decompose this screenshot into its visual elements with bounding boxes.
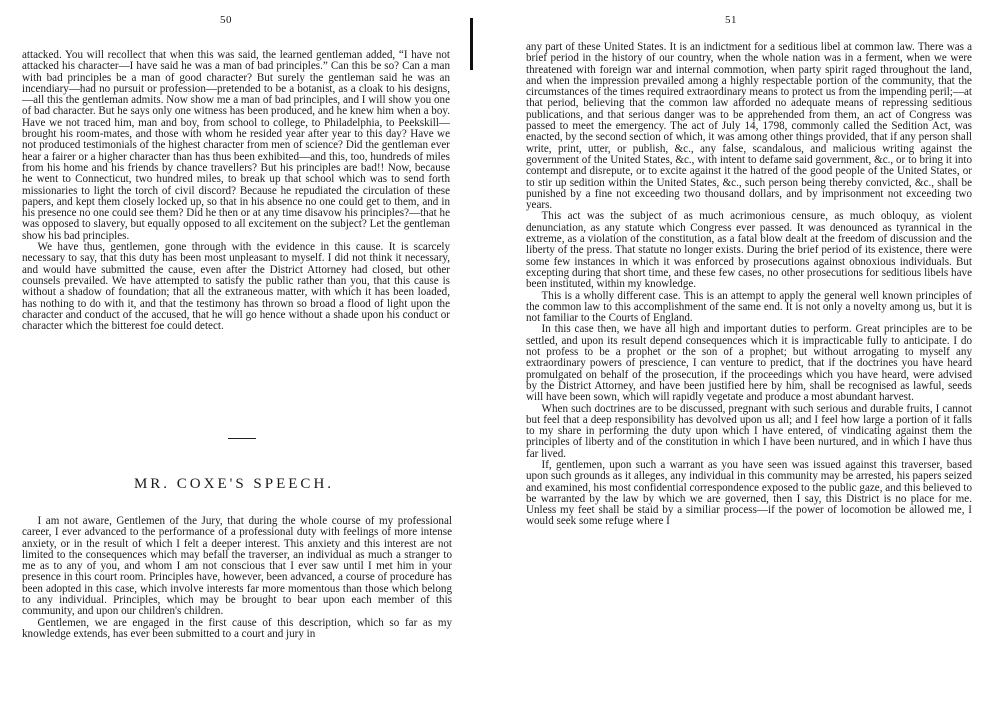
paragraph: Gentlemen, we are engaged in the first cause of this description, which so far as my knowledge extends, has ever been submitted to a court and jury in: [22, 616, 452, 640]
paragraph: We have thus, gentlemen, gone through with the evidence in this cause. It is scarcely necessary to say, that this duty has been most unpleasant to myself. I did not think it necessary, and would have submitted the cause, even after the District Attorney had closed, but other counsels prevailed. We have attempted to satisfy the public rather than you, that this cause is without a shadow of foundation; that all the extraneous matter, with which it has been loaded, has nothing to do with it, and that the testimony has thrown so broad a flood of light upon the character and conduct of the accused, that he will go hence without a shade upon his conduct or character which the bitterest foe could detect.: [22, 241, 450, 333]
paragraph: This act was the subject of as much acrimonious censure, as much obloquy, as violent denunciation, as any statute which Congress ever passed. It was denounced as tyrannical in the extreme, as a violation of the constitution, as a fatal blow dealt at the freedom of discussion and the liberty of the press. That statute no longer exists. During the brief period of its existence, there were some few instances in which it was enforced by prosecutions against obnoxious individuals. But excepting during that short time, and these few cases, no other prosecutions for seditious libels have been instituted, within my knowledge.: [526, 210, 972, 291]
speech-text: [22, 516, 452, 640]
paragraph: I am not aware, Gentlemen of the Jury, that during the whole course of my professional career, I ever advanced to the performance of a professional duty with feelings of more intense anxiety, or in the result of which I felt a deeper interest. This anxiety and this interest are not limited to the consequences which may befall the traverser, an individual as much a stranger to me as to any of you, and whom I am not conscious that I ever saw until I met him in your presence in this court room. Principles have, however, been advanced, a course of procedure has been adopted in this case, which involve interests far more momentous than those which belong to any individual. Principles, which may be brought to bear upon each member of this community, and upon our children's children.: [22, 515, 452, 618]
section-heading: MR. COXE'S SPEECH.: [133, 476, 335, 492]
paragraph: In this case then, we have all high and important duties to perform. Great principles are to be settled, and upon its result depend consequences which it is impracticable fully to anticipate. I do not profess to be a prophet or the son of a prophet; but without arrogating to myself any extraordinary powers of prescience, I can venture to predict, that if the doctrines you have heard promulgated on behalf of the prosecution, if the proceedings which you have heard, were advised by the District Attorney, and have been justified here by him, shall be recognised as lawful, seeds will have been sown, which will rapidly vegetate and produce a most abundant harvest.: [526, 323, 972, 404]
page-number: 51: [725, 14, 737, 26]
body-text: [526, 42, 972, 528]
paragraph: This is a wholly different case. This is an attempt to apply the general well known principles of the common law to this accomplishment of the same end. It is not only a novelty among us, but it is not familiar to the Courts of England.: [526, 289, 972, 325]
left-page: [0, 0, 468, 709]
page-number: 50: [220, 14, 232, 26]
paragraph: If, gentlemen, upon such a warrant as you have seen was issued against this traverser, based upon such grounds as it alleges, any individual in this community may be arrested, his papers seized and examined, his most confidential correspondence exposed to the public gaze, and this believed to be warranted by the law by which we are governed, then I say, this District is no place for me. Unless my feet shall be staid by a similiar process—if the power of locomotion be allowed me, I would seek some refuge where I: [526, 458, 972, 528]
right-page: [478, 0, 1000, 709]
section-divider: [228, 438, 256, 439]
paragraph: attacked. You will recollect that when this was said, the learned gentleman added, “I have not attacked his character—I have said he was a man of bad principles.” Can this be so? Can a man with bad principles be a man of good character? But surely the gentleman said he was an incendiary—had no pursuit or profession—pretended to be a botanist, as a cloak to his designs,—all this the gentleman admits. Now show me a man of bad principles, and I will show you one of bad character. But he says only one witness has been produced, and he knew him when a boy. Have we not traced him, man and boy, from school to college, to Philadelphia, to Peekskill—brought his room-mates, and those with whom he resided year after year to this day? Have we not produced testimonials of the highest character from men of science? Did the gentleman ever hear a fairer or a higher character than has thus been exhibited—and this, too, hundreds of miles from his home and his friends by chance travellers? But his principles are bad!! Now, because he went to Connecticut, two hundred miles, to break up that school which was to send forth missionaries to light the torch of civil discord? Because he repudiated the circulation of these papers, and kept them closely locked up, so that in his absence no one could get to them, and in his presence no one could see them? Did he then or at any time disavow his principles?—that he was opposed to slavery, but equally opposed to all excitement on the subject? Let the gentleman show his bad principles.: [22, 49, 450, 242]
body-text: [22, 50, 450, 332]
paragraph: any part of these United States. It is an indictment for a seditious libel at common law. There was a brief period in the history of our country, when the whole nation was in a ferment, when we were threatened with foreign war and internal commotion, when party spirit raged throughout the land, and when the impression prevailed among a highly respectable portion of the community, that the circumstances of the times required extraordinary means to protect us from the impending peril;—at that period, believing that the common law afforded no adequate means of repressing seditious publications, and that serious danger was to be apprehended from them, an act of Congress was passed to meet the emergency. The act of July 14, 1798, commonly called the Sedition Act, was enacted, by the second section of which, it was among other things provided, that if any person shall write, print, utter, or publish, &c., any false, scandalous, and malicious writing against the government of the United States, &c., with intent to defame said government, &c., or to bring it into contempt and disrepute, or to excite against it the hatred of the good people of the United States, or to stir up sedition within the United States, &c., such person being thereby convicted, &c., shall be punished by a fine not exceeding two thousand dollars, and by imprisonment not exceeding two years.: [526, 41, 972, 212]
paragraph: When such doctrines are to be discussed, pregnant with such serious and durable fruits, I cannot but feel that a deep responsibility has devolved upon us all; and I feel how large a portion of it falls to my share in performing the duty upon which I have entered, of vindicating against them the principles of liberty and of the constitution in which I have been nurtured, and in which I have thus far lived.: [526, 402, 972, 460]
gutter-mark: [470, 18, 473, 70]
